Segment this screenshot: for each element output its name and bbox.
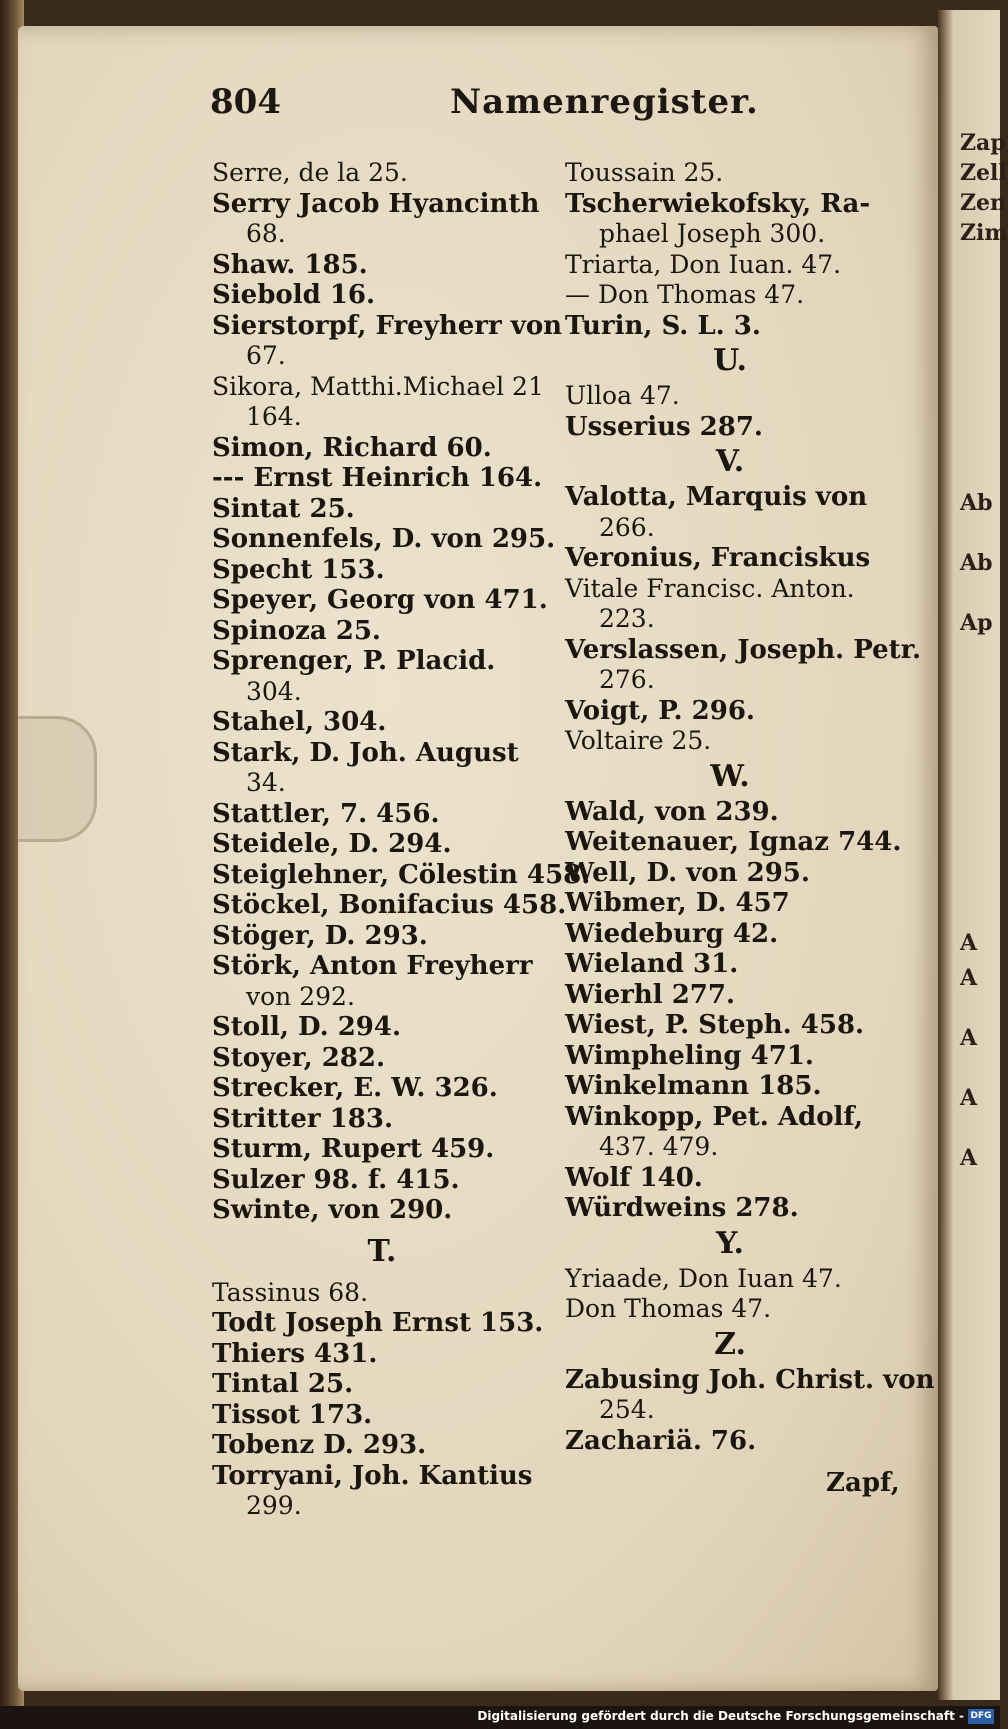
index-entry: Sonnenfels, D. von 295. <box>212 524 556 554</box>
index-entry: Steiglehner, Cölestin 458. <box>212 859 591 890</box>
section-letter-y: Y. <box>716 1225 744 1261</box>
adjacent-page-fragment: Ap <box>960 610 993 636</box>
index-entry: 299. <box>246 1491 302 1520</box>
index-entry: Stark, D. Joh. August <box>212 737 519 768</box>
index-entry: Thiers 431. <box>212 1338 378 1369</box>
adjacent-page-fragment: Ab <box>960 490 993 516</box>
index-entry: Toussain 25. <box>565 158 724 187</box>
running-title: Namenregister. <box>450 82 759 122</box>
index-entry: Steidele, D. 294. <box>212 829 452 859</box>
index-entry: Sulzer 98. f. 415. <box>212 1164 460 1195</box>
adjacent-page-fragment: Zell <box>960 160 1007 186</box>
index-entry: Simon, Richard 60. <box>212 432 492 463</box>
index-entry: Wieland 31. <box>565 949 739 979</box>
adjacent-page-fragment: Zim <box>960 220 1008 246</box>
footer-credit: Digitalisierung gefördert durch die Deutsche Forschungsgemeinschaft - <box>477 1709 964 1723</box>
index-section-y <box>565 1264 895 1325</box>
index-entry: Speyer, Georg von 471. <box>212 585 548 615</box>
index-section-w <box>565 796 902 1224</box>
index-entry: Verslassen, Joseph. Petr. <box>565 634 921 665</box>
section-letter-u: U. <box>713 343 747 378</box>
index-entry: 68. <box>246 219 286 248</box>
index-entry: Voltaire 25. <box>565 726 712 755</box>
index-entry: 164. <box>246 402 302 431</box>
adjacent-page-fragment: A <box>960 965 978 991</box>
index-entry: Stattler, 7. 456. <box>212 798 440 829</box>
page-number: 804 <box>210 82 281 122</box>
section-letter-z: Z. <box>714 1326 746 1362</box>
index-entry: Zabusing Joh. Christ. von <box>565 1364 935 1395</box>
index-entry: Spinoza 25. <box>212 615 381 646</box>
index-entry: Wiest, P. Steph. 458. <box>565 1010 865 1040</box>
index-entry: Turin, S. L. 3. <box>565 310 761 341</box>
index-section-v <box>565 482 921 757</box>
index-entry: Siebold 16. <box>212 280 376 310</box>
adjacent-page-fragment: Zap <box>960 130 1006 156</box>
adjacent-page-fragment: A <box>960 1025 978 1051</box>
index-entry: 34. <box>246 768 286 797</box>
index-section-s <box>212 158 591 1226</box>
index-entry: --- Ernst Heinrich 164. <box>212 463 543 493</box>
index-entry: Stritter 183. <box>212 1103 393 1134</box>
index-entry: Winkelmann 185. <box>565 1071 822 1101</box>
section-letter-t: T. <box>367 1233 397 1269</box>
index-entry: 304. <box>246 676 302 706</box>
index-entry: Veronius, Franciskus <box>565 543 871 573</box>
index-entry: Yriaade, Don Iuan 47. <box>565 1263 842 1293</box>
index-entry: Serre, de la 25. <box>212 158 408 187</box>
index-entry: Weitenauer, Ignaz 744. <box>565 827 902 857</box>
index-entry: Wiedeburg 42. <box>565 918 779 949</box>
index-entry: Usserius 287. <box>565 411 763 442</box>
catchword: Zapf, <box>826 1468 900 1498</box>
index-entry: Sprenger, P. Placid. <box>212 646 496 676</box>
index-entry: 437. 479. <box>599 1132 719 1161</box>
index-section-z <box>565 1364 935 1457</box>
index-column-right <box>565 158 935 1456</box>
index-entry: Stoll, D. 294. <box>212 1012 402 1042</box>
page-clip-strap <box>18 716 97 842</box>
index-entry: Stöckel, Bonifacius 458. <box>212 890 567 920</box>
index-entry: Tintal 25. <box>212 1369 354 1399</box>
adjacent-page-fragment: A <box>960 1145 978 1171</box>
index-entry: von 292. <box>246 981 355 1011</box>
index-entry: Sikora, Matthi.Michael 21 <box>212 371 544 401</box>
section-letter-w: W. <box>710 758 750 794</box>
index-entry: Torryani, Joh. Kantius <box>212 1460 533 1491</box>
index-entry: 223. <box>599 604 655 633</box>
index-entry: 276. <box>599 665 655 694</box>
index-entry: Shaw. 185. <box>212 249 368 280</box>
adjacent-page-fragment: Zen <box>960 190 1007 216</box>
index-entry: Vitale Francisc. Anton. <box>565 573 855 603</box>
index-entry: Stoyer, 282. <box>212 1042 386 1073</box>
index-entry: Triarta, Don Iuan. 47. <box>565 249 842 279</box>
index-entry: 266. <box>599 512 655 542</box>
index-entry: phael Joseph 300. <box>599 219 826 248</box>
index-entry: Stahel, 304. <box>212 707 387 737</box>
index-entry: — Don Thomas 47. <box>565 280 805 309</box>
index-entry: Winkopp, Pet. Adolf, <box>565 1101 864 1132</box>
index-entry: Todt Joseph Ernst 153. <box>212 1308 544 1338</box>
index-entry: Tissot 173. <box>212 1399 373 1430</box>
index-entry: Wald, von 239. <box>565 796 779 827</box>
index-entry: Serry Jacob Hyancinth <box>212 188 540 219</box>
index-entry: Wierhl 277. <box>565 979 736 1010</box>
index-entry: Wimpheling 471. <box>565 1040 814 1071</box>
index-entry: Sintat 25. <box>212 493 355 524</box>
adjacent-page-fragment: A <box>960 930 978 956</box>
index-entry: Voigt, P. 296. <box>565 695 755 726</box>
index-entry: Sturm, Rupert 459. <box>212 1134 495 1164</box>
index-column-left <box>212 158 591 1522</box>
index-entry: Tscherwiekofsky, Ra- <box>565 188 871 219</box>
index-entry: Tobenz D. 293. <box>212 1430 427 1460</box>
index-entry: 67. <box>246 341 286 370</box>
index-entry: Tassinus 68. <box>212 1277 369 1307</box>
dfg-logo: DFG <box>968 1709 994 1724</box>
adjacent-page-fragment: A <box>960 1085 978 1111</box>
index-section-t <box>212 1278 552 1522</box>
index-entry: Zachariä. 76. <box>565 1425 757 1456</box>
index-entry: Würdweins 278. <box>565 1193 799 1223</box>
index-entry: Störk, Anton Freyherr <box>212 951 533 981</box>
index-entry: Swinte, von 290. <box>212 1195 453 1225</box>
index-entry: Sierstorpf, Freyherr von <box>212 310 563 341</box>
index-entry: Wolf 140. <box>565 1162 703 1193</box>
index-entry: Valotta, Marquis von <box>565 482 868 512</box>
index-entry: Ulloa 47. <box>565 381 680 410</box>
index-entry: Wibmer, D. 457 <box>565 888 790 918</box>
index-entry: Don Thomas 47. <box>565 1294 772 1323</box>
page-header <box>210 82 759 126</box>
index-section-u <box>565 381 895 442</box>
adjacent-page-fragment: Ab <box>960 550 993 576</box>
adjacent-page-edge <box>938 10 1008 1700</box>
index-entry: Stöger, D. 293. <box>212 920 428 951</box>
index-entry: Well, D. von 295. <box>565 857 810 888</box>
index-entry: 254. <box>599 1395 655 1424</box>
index-section-t-continued <box>565 158 895 341</box>
index-entry: Strecker, E. W. 326. <box>212 1073 498 1103</box>
section-letter-v: V. <box>715 444 745 479</box>
index-entry: Specht 153. <box>212 554 385 585</box>
